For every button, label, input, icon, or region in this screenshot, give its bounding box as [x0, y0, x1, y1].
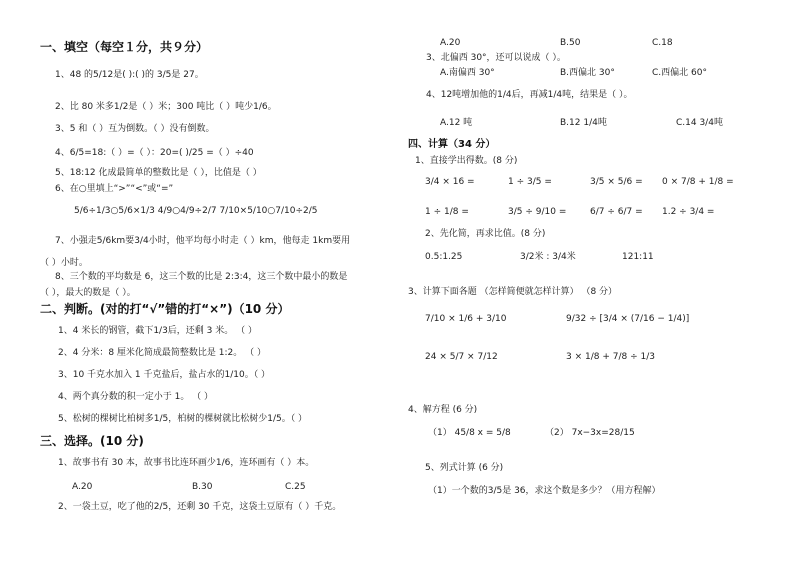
oral-calc-1: 3/4 × 16 =: [425, 177, 475, 187]
choice-2-option-b: B.50: [560, 38, 581, 48]
judge-4: 4、两个真分数的积一定小于 1。 （ ）: [58, 392, 214, 402]
choice-3: 3、北偏西 30°，还可以说成（ ）。: [426, 53, 566, 63]
question-1: 1、48 的5/12是( ):( )的 3/5是 27。: [55, 70, 204, 80]
choice-1: 1、故事书有 30 本，故事书比连环画少1/6，连环画有（ ）本。: [58, 458, 315, 468]
oral-calc-3: 3/5 × 5/6 =: [590, 177, 643, 187]
choice-3-option-b: B.西偏北 30°: [560, 68, 615, 78]
choice-3-option-a: A.南偏西 30°: [440, 68, 495, 78]
equation-1: （1） 45/8 x = 5/8: [428, 428, 511, 438]
oral-calc-2: 1 ÷ 3/5 =: [508, 177, 552, 187]
oral-calc-7: 6/7 ÷ 6/7 =: [590, 207, 643, 217]
judge-2: 2、4 分米：8 厘米化简成最简整数比是 1:2。 （ ）: [58, 348, 266, 358]
calc-part-2: 2、先化简，再求比值。(8 分): [425, 229, 546, 239]
choice-1-option-c: C.25: [285, 482, 306, 492]
judge-1: 1、4 米长的钢管，截下1/3后，还剩 3 米。 （ ）: [58, 326, 257, 336]
compute-1: 7/10 × 1/6 + 3/10: [425, 314, 507, 324]
calc-part-1: 1、直接学出得数。(8 分): [415, 156, 518, 166]
compute-3: 24 × 5/7 × 7/12: [425, 352, 498, 362]
question-7-cont: （ ）小时。: [40, 258, 88, 268]
question-5: 5、18:12 化成最简单的整数比是（ ），比值是（ ）: [55, 168, 262, 178]
calc-part-5: 5、列式计算 (6 分): [425, 463, 504, 473]
equation-2: （2） 7x−3x=28/15: [545, 428, 635, 438]
judge-5: 5、松树的棵树比柏树多1/5，柏树的棵树就比松树少1/5。（ ）: [58, 414, 308, 424]
question-6: 6、在○里填上“>”“<”或“=”: [55, 184, 174, 194]
calc-part-3: 3、计算下面各题 （怎样简便就怎样计算） （8 分）: [408, 287, 618, 297]
choice-4-option-b: B.12 1/4吨: [560, 118, 607, 128]
compute-4: 3 × 1/8 + 7/8 ÷ 1/3: [566, 352, 655, 362]
question-8: 8、三个数的平均数是 6，这三个数的比是 2:3:4，这三个数中最小的数是: [55, 272, 348, 282]
question-3: 3、5 和（ ）互为倒数。（ ）没有倒数。: [55, 124, 215, 134]
question-8-cont: （ ），最大的数是（ ）。: [40, 288, 136, 298]
choice-1-option-b: B.30: [192, 482, 213, 492]
ratio-2: 3/2米 : 3/4米: [520, 252, 576, 262]
choice-2: 2、一袋土豆，吃了他的2/5，还剩 30 千克，这袋土豆原有（ ）千克。: [58, 502, 342, 512]
oral-calc-8: 1.2 ÷ 3/4 =: [662, 207, 715, 217]
ratio-3: 121:11: [622, 252, 654, 262]
oral-calc-6: 3/5 ÷ 9/10 =: [508, 207, 567, 217]
choice-4-option-a: A.12 吨: [440, 118, 473, 128]
choice-2-option-a: A.20: [440, 38, 461, 48]
choice-4-option-c: C.14 3/4吨: [676, 118, 723, 128]
calc-part-4: 4、解方程 (6 分): [408, 405, 478, 415]
choice-4: 4、12吨增加他的1/4后，再减1/4吨，结果是（ ）。: [426, 90, 633, 100]
oral-calc-4: 0 × 7/8 + 1/8 =: [662, 177, 734, 187]
word-problem-1: （1）一个数的3/5是 36，求这个数是多少？（用方程解）: [428, 486, 661, 496]
question-6-comparisons: 5/6÷1/3○5/6×1/3 4/9○4/9÷2/7 7/10×5/10○7/10÷2/5: [74, 206, 318, 216]
choice-1-option-a: A.20: [72, 482, 93, 492]
section-title-fill-in: 一、填空（每空１分，共９分）: [40, 40, 209, 54]
ratio-1: 0.5:1.25: [425, 252, 463, 262]
compute-2: 9/32 ÷ [3/4 × (7/16 − 1/4)]: [566, 314, 690, 324]
section-title-choice: 三、选择。(10 分): [40, 434, 144, 448]
question-7: 7、小强走5/6km要3/4小时，他平均每小时走（ ）km，他每走 1km要用: [55, 236, 351, 246]
oral-calc-5: 1 ÷ 1/8 =: [425, 207, 469, 217]
question-4: 4、6/5=18:（ ）=（ ）：20=( )/25 =（ ）÷40: [55, 148, 254, 158]
section-title-judge: 二、判断。(对的打“√”错的打“×”)（10 分）: [40, 302, 290, 316]
section-title-calc: 四、计算（34 分）: [408, 139, 496, 150]
question-2: 2、比 80 米多1/2是（ ）米；300 吨比（ ）吨少1/6。: [55, 102, 277, 112]
choice-2-option-c: C.18: [652, 38, 673, 48]
choice-3-option-c: C.西偏北 60°: [652, 68, 707, 78]
judge-3: 3、10 千克水加入 1 千克盐后，盐占水的1/10。（ ）: [58, 370, 271, 380]
